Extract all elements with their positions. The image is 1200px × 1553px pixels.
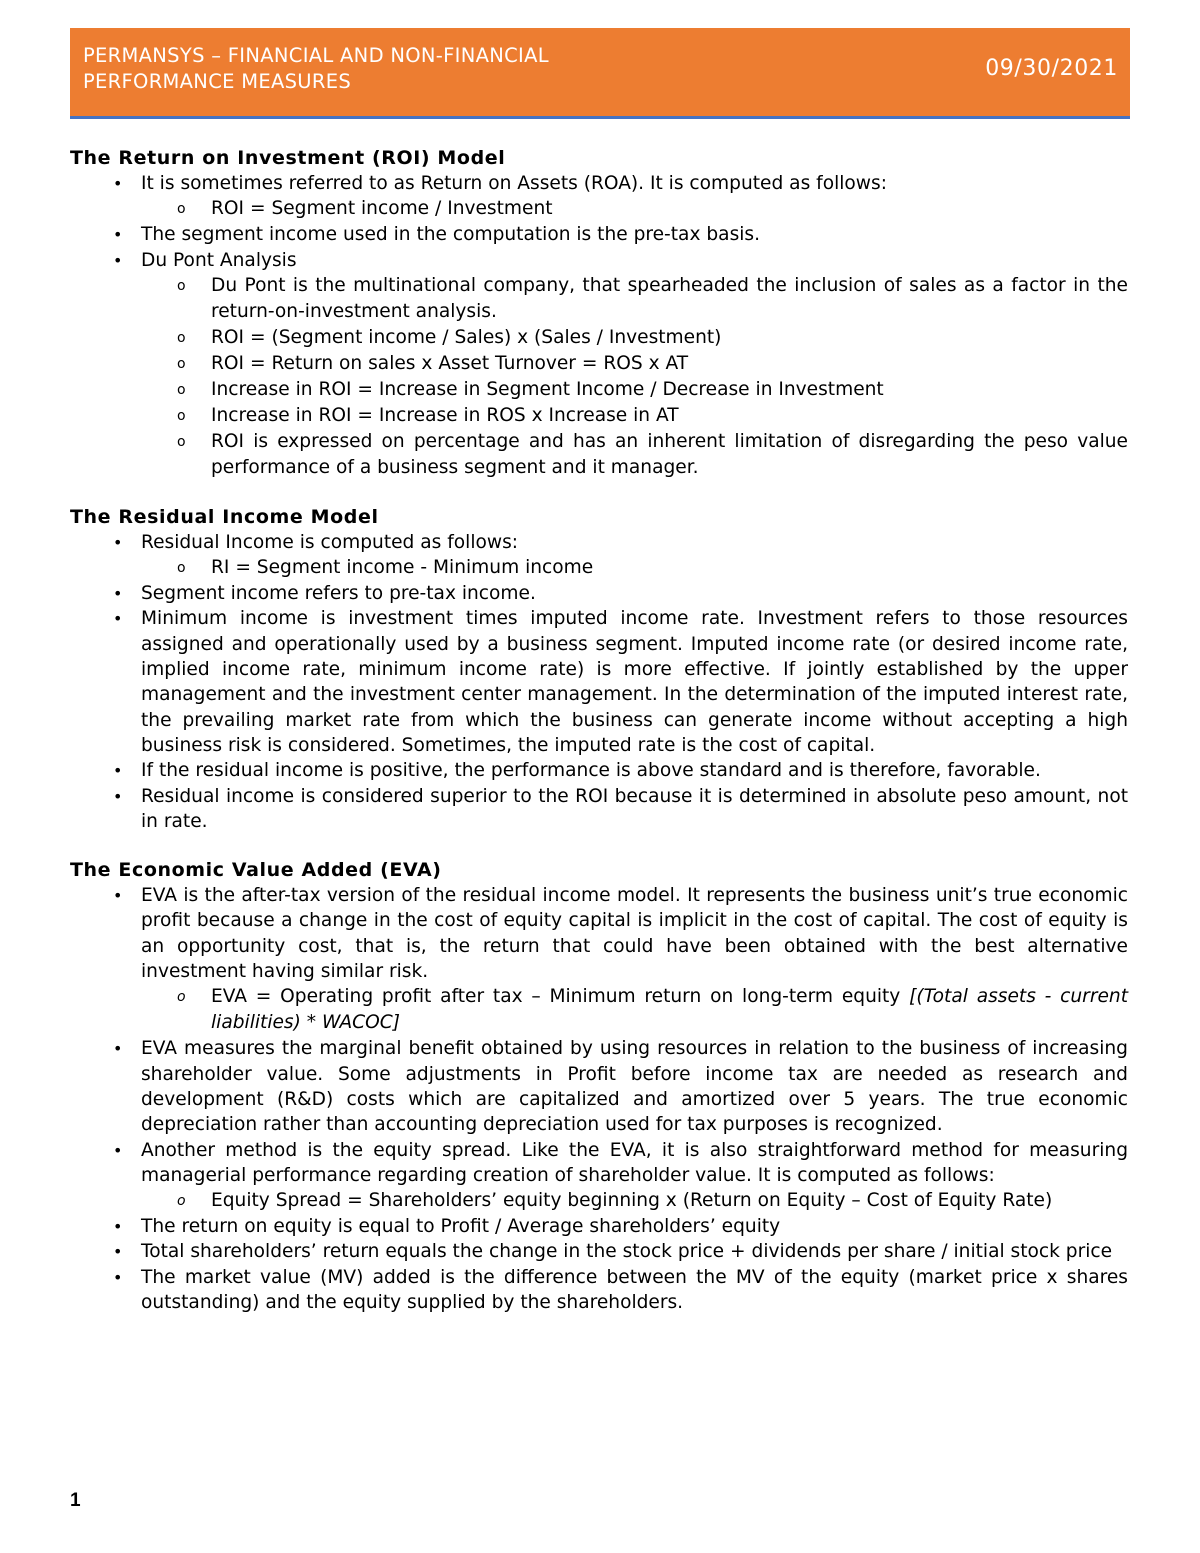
- list-item: • Another method is the equity spread. Like the EVA, it is also straightforward method for measuring managerial performance regarding creation of shareholder value. It is computed as follows: o Equity Spread = Shareholders’ equity beginning x (Return on Equity – Cost of Equity Rate): [70, 1138, 1128, 1215]
- bullet-icon: •: [113, 1242, 123, 1262]
- list-item: • It is sometimes referred to as Return on Assets (ROA). It is computed as follows: o ROI = Segment income / Investment: [70, 171, 1128, 222]
- sub-list-item: o Equity Spread = Shareholders’ equity beginning x (Return on Equity – Cost of Equity Rate): [70, 1188, 1128, 1214]
- sub-list-item: o ROI = Return on sales x Asset Turnover = ROS x AT: [70, 351, 1128, 377]
- section-heading: The Return on Investment (ROI) Model: [70, 147, 506, 169]
- sub-list-item: o Du Pont is the multinational company, that spearheaded the inclusion of sales as a factor in the return-on-investment analysis.: [177, 274, 1128, 322]
- document-title: PERMANSYS – FINANCIAL AND NON-FINANCIAL PERFORMANCE MEASURES: [83, 44, 549, 93]
- list-item: • Total shareholders’ return equals the change in the stock price + dividends per share / initial stock price: [70, 1239, 1128, 1264]
- list-item: • The market value (MV) added is the difference between the MV of the equity (market price x shares outstanding) and the equity supplied by the shareholders.: [113, 1266, 1128, 1314]
- list-item: • Residual income is considered superior to the ROI because it is determined in absolute peso amount, not in rate.: [113, 785, 1128, 832]
- list-item: • Du Pont Analysis o Du Pont is the multinational company, that spearheaded the inclusion of sales as a factor in the return-on-investment analysis. o ROI = (Segment income / Sales) x (Sales / Investment) o ROI = Return on sales x Asset Turnover = ROS x AT o Increase in ROI = Increase in Segment Income / Decrease in Investment o Increase in ROI = Increase in ROS x Increase in AT o ROI is expressed on percentage and has an inherent limitation of disregarding the peso value performance of a business segment and it manager.: [70, 248, 1128, 481]
- header-banner: [70, 28, 1130, 119]
- list-item: • EVA measures the marginal benefit obtained by using resources in relation to the business of increasing shareholder value. Some adjustments in Profit before income tax are needed as research and development (R&D) costs which are capitalized and amortized over 5 years. The true economic depreciation rather than accounting depreciation used for tax purposes is recognized.: [113, 1038, 1128, 1136]
- bullet-icon: •: [113, 761, 123, 781]
- sub-list-item: o ROI = Segment income / Investment: [70, 196, 1128, 222]
- sub-list-item: o Increase in ROI = Increase in ROS x Increase in AT: [70, 403, 1128, 429]
- bullet-icon: •: [113, 174, 123, 193]
- circle-bullet-icon: o: [177, 277, 186, 294]
- circle-bullet-icon: o: [177, 201, 186, 218]
- bullet-icon: •: [113, 250, 123, 270]
- circle-bullet-icon: o: [177, 329, 186, 346]
- bullet-icon: •: [113, 532, 123, 552]
- list-item: • The segment income used in the computation is the pre-tax basis.: [70, 222, 1128, 247]
- bullet-icon: •: [113, 1039, 123, 1059]
- circle-bullet-icon: o: [177, 1193, 186, 1210]
- bullet-icon: •: [113, 1140, 123, 1160]
- circle-bullet-icon: o: [177, 381, 186, 398]
- sub-list-item: o EVA = Operating profit after tax – Minimum return on long-term equity [(Total assets - current liabilities) * WACOC]: [177, 986, 1128, 1034]
- list-item: • If the residual income is positive, the performance is above standard and is therefore, favorable.: [70, 758, 1128, 783]
- sub-list-item: o ROI is expressed on percentage and has an inherent limitation of disregarding the peso value performance of a business segment and it manager.: [177, 430, 1128, 478]
- circle-bullet-icon: o: [177, 355, 186, 372]
- list-item: • Minimum income is investment times imputed income rate. Investment refers to those resources assigned and operationally used by a business segment. Imputed income rate (or desired income rate, implied income rate, minimum income rate) is more effective. If jointly established by the upper management and the investment center management. In the determination of the imputed interest rate, the prevailing market rate from which the business can generate income without accepting a high business risk is considered. Sometimes, the imputed rate is the cost of capital.: [113, 608, 1128, 756]
- section-heading: The Economic Value Added (EVA): [70, 859, 442, 882]
- sub-list-item: o ROI = (Segment income / Sales) x (Sales / Investment): [70, 325, 1128, 351]
- sub-list-item: o Increase in ROI = Increase in Segment Income / Decrease in Investment: [70, 377, 1128, 403]
- section-eva: [70, 858, 1128, 1315]
- circle-bullet-icon: o: [177, 560, 186, 577]
- circle-bullet-icon: o: [177, 989, 186, 1006]
- sub-list-item: o RI = Segment income - Minimum income: [70, 555, 1128, 581]
- document-date: 09/30/2021: [985, 56, 1118, 81]
- bullet-icon: •: [113, 886, 123, 906]
- document-body: [70, 146, 1128, 1339]
- bullet-icon: •: [113, 609, 123, 629]
- circle-bullet-icon: o: [177, 433, 186, 450]
- list-item: • EVA is the after-tax version of the residual income model. It represents the business unit’s true economic profit because a change in the cost of equity capital is implicit in the cost of capital. The cost of equity is an opportunity cost, that is, the return that could have been obtained with the best alternative investment having similar risk. o EVA = Operating profit after tax – Minimum return on long-term equity [(Total assets - current liabilities) * WACOC]: [70, 883, 1128, 1036]
- list-item: • Segment income refers to pre-tax income.: [70, 581, 1128, 606]
- bullet-icon: •: [113, 225, 123, 245]
- section-heading: The Residual Income Model: [70, 505, 379, 528]
- page-number: 1: [70, 1490, 81, 1511]
- list-item: • Residual Income is computed as follows: o RI = Segment income - Minimum income: [70, 530, 1128, 581]
- bullet-icon: •: [113, 1217, 123, 1237]
- bullet-icon: •: [113, 584, 123, 604]
- bullet-icon: •: [113, 1267, 123, 1287]
- section-roi: [70, 146, 1128, 481]
- list-item: • The return on equity is equal to Profit / Average shareholders’ equity: [70, 1214, 1128, 1239]
- circle-bullet-icon: o: [177, 407, 186, 424]
- bullet-icon: •: [113, 786, 123, 806]
- section-residual-income: [70, 505, 1128, 834]
